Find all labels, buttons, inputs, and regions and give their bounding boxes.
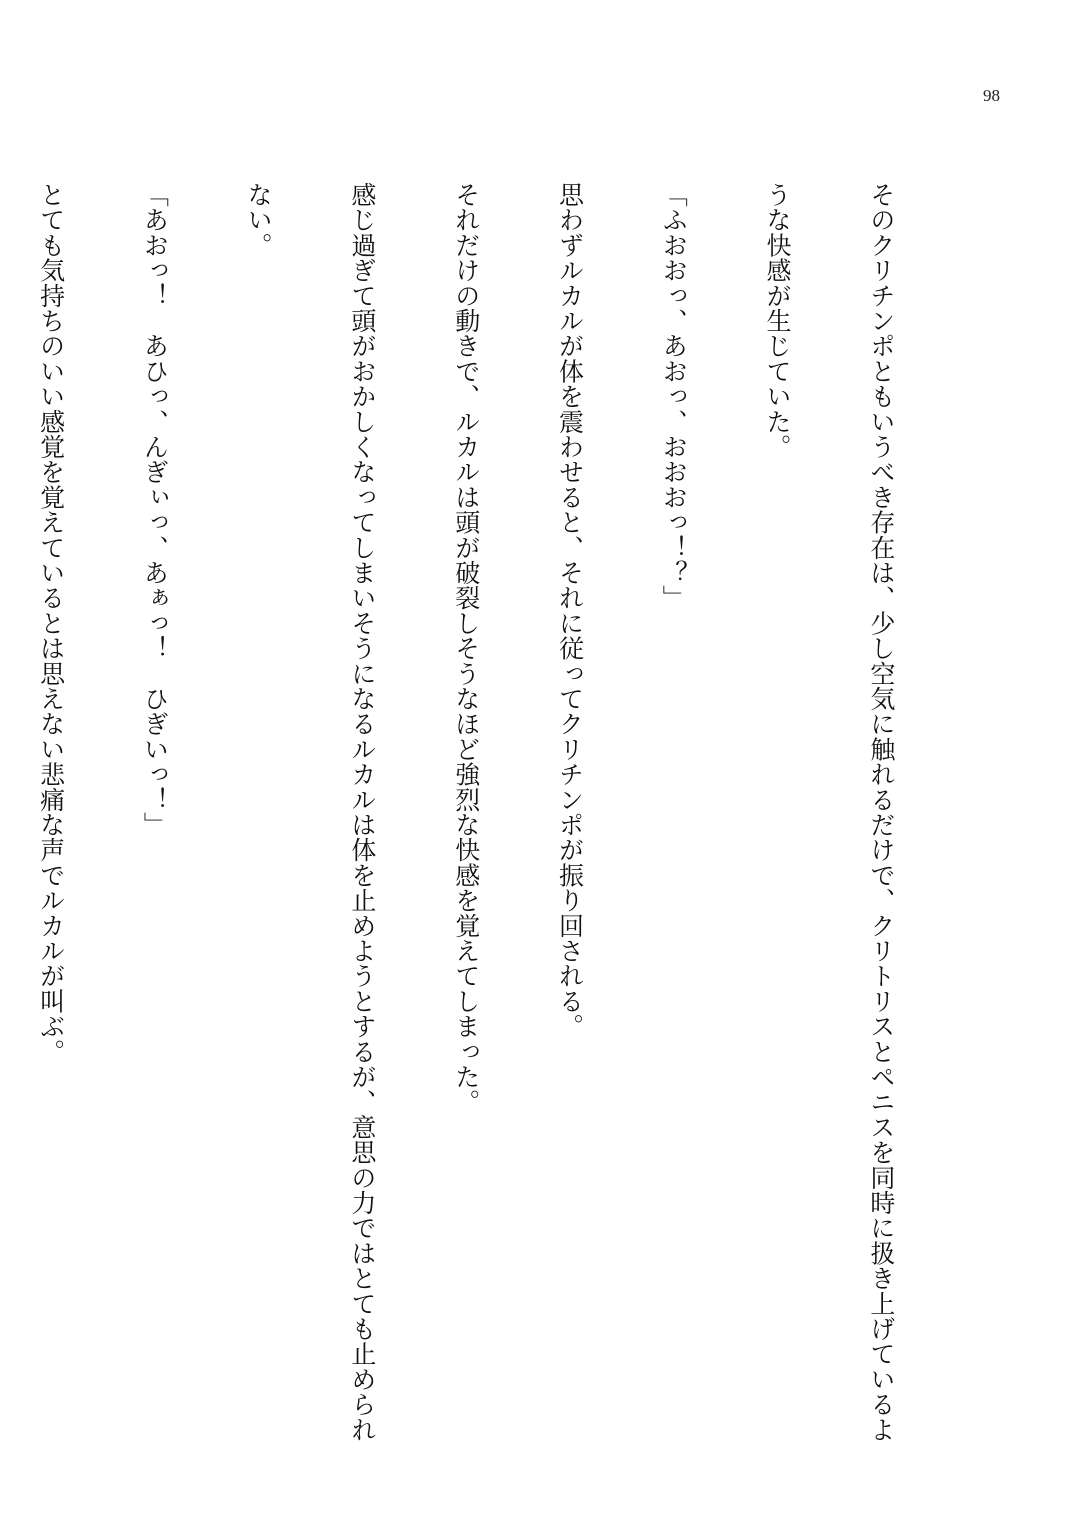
dialogue-line: 「ふおおっ、あおっ、おおおっ！？」 [659, 182, 689, 611]
text-line: 思わずルカルが体を震わせると、それに従ってクリチンポが振り回される。 [555, 182, 585, 1039]
text-line: それだけの動きで、ルカルは頭が破裂しそうなほど強烈な快感を覚えてしまった。 [451, 182, 481, 1115]
text-line: とても気持ちのいい感覚を覚えているとは思えない悲痛な声でルカルが叫ぶ。 [36, 182, 66, 1064]
text-line: そのクリチンポともいうべき存在は、少し空気に触れるだけで、クリトリスとペニスを同時に扱き上げているよ [866, 182, 896, 1442]
text-line: うな快感が生じていた。 [763, 182, 793, 460]
text-line: 感じ過ぎて頭がおかしくなってしまいそうになるルカルは体を止めようとするが、意思の力ではとても止められ [347, 182, 377, 1442]
dialogue-line: 「あおっ！ あひっ、んぎぃっ、あぁっ！ ひぎいっ！」 [140, 182, 170, 838]
vertical-text-body [0, 182, 967, 1442]
page-number: 98 [983, 86, 1000, 105]
text-line: ない。 [244, 182, 274, 258]
